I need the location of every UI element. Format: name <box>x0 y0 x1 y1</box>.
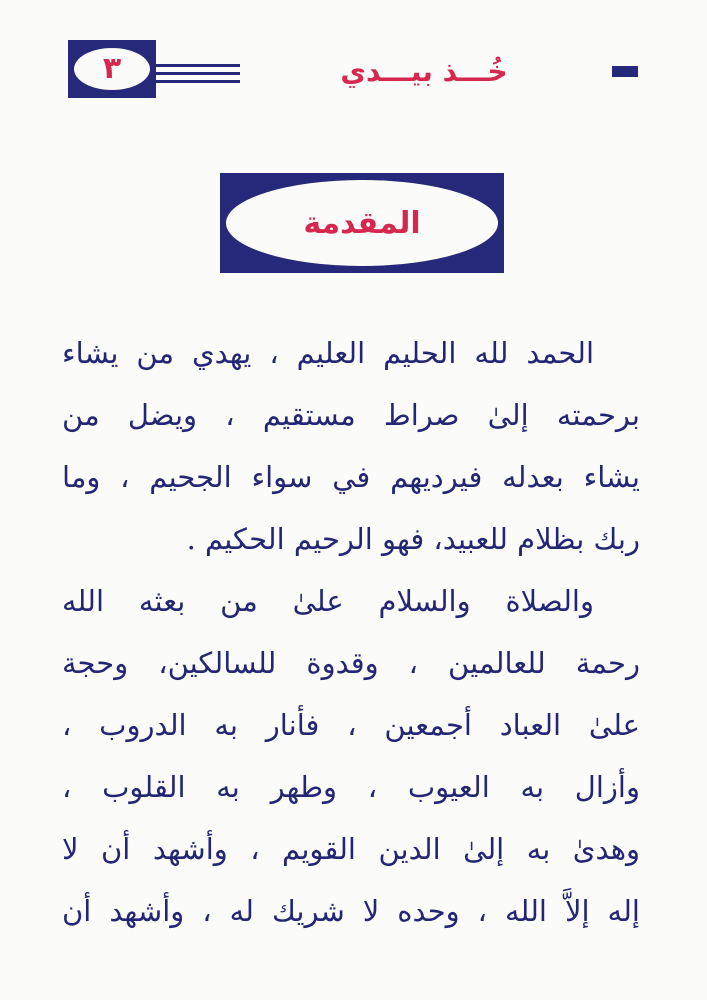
text-line: رحمة للعالمين ، وقدوة للسالكين، وحجة <box>62 646 640 680</box>
text-line: يشاء بعدله فيرديهم في سواء الجحيم ، وما <box>62 460 640 494</box>
text-line: علىٰ العباد أجمعين ، فأنار به الدروب ، <box>62 708 640 742</box>
header-dash-ornament <box>612 66 638 77</box>
page-number: ٣ <box>74 48 150 90</box>
text-line: الحمد لله الحليم العليم ، يهدي من يشاء <box>62 336 594 370</box>
section-heading: المقدمة <box>303 205 421 241</box>
text-line: والصلاة والسلام علىٰ من بعثه الله <box>62 584 594 618</box>
page-header <box>0 0 707 110</box>
text-line: برحمته إلىٰ صراط مستقيم ، ويضل من <box>62 398 640 432</box>
text-line: ربك بظلام للعبيد، فهو الرحيم الحكيم . <box>186 522 640 556</box>
text-line: وأزال به العيوب ، وطهر به القلوب ، <box>62 770 640 804</box>
header-rule <box>156 80 240 83</box>
text-line: وهدىٰ به إلىٰ الدين القويم ، وأشهد أن لا <box>62 832 640 866</box>
body-paragraphs <box>62 322 640 942</box>
book-title: خُـــذ بيـــدي <box>340 55 508 88</box>
header-rule <box>156 64 240 67</box>
text-line: إله إلاَّ الله ، وحده لا شريك له ، وأشهد أن <box>62 894 640 928</box>
section-heading-oval <box>226 180 498 266</box>
header-rule <box>156 72 240 75</box>
